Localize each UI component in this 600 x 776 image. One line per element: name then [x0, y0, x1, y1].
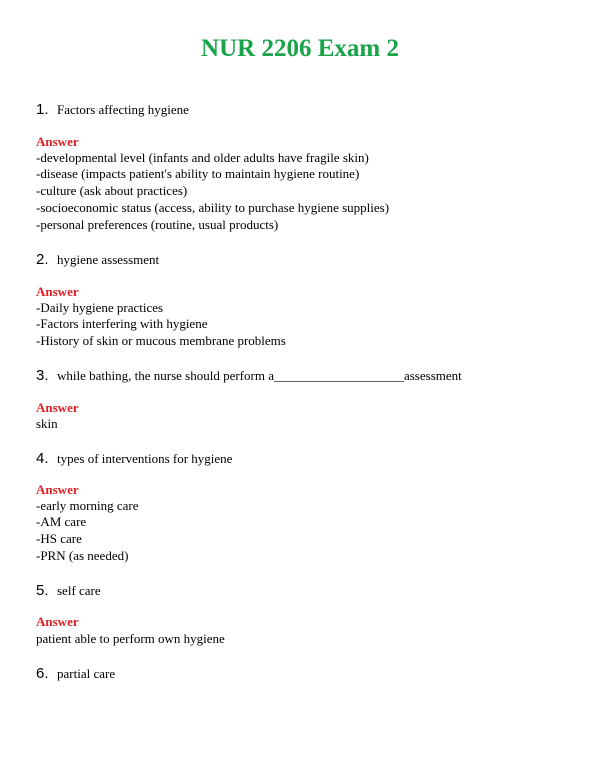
answer-label: Answer	[36, 614, 79, 629]
answer-line: -socioeconomic status (access, ability to purchase hygiene supplies)	[36, 200, 390, 215]
answer-line: -disease (impacts patient's ability to maintain hygiene routine)	[36, 166, 360, 181]
question-text: types of interventions for hygiene	[57, 451, 233, 466]
question-text: self care	[57, 583, 101, 598]
question-number: 3.	[36, 367, 49, 384]
answer-line: -culture (ask about practices)	[36, 183, 188, 198]
answer-line: -PRN (as needed)	[36, 548, 129, 563]
question-2	[36, 251, 159, 269]
answer-line: -History of skin or mucous membrane problems	[36, 333, 286, 348]
question-number: 6.	[36, 665, 49, 682]
answer-label: Answer	[36, 400, 79, 415]
answer-label: Answer	[36, 482, 79, 497]
document-title: NUR 2206 Exam 2	[201, 35, 399, 62]
answer-line: -developmental level (infants and older adults have fragile skin)	[36, 150, 369, 165]
question-number: 4.	[36, 450, 49, 467]
answer-line: patient able to perform own hygiene	[36, 631, 225, 646]
answer-line: -early morning care	[36, 498, 139, 513]
question-6	[36, 665, 115, 683]
question-number: 1.	[36, 101, 49, 118]
question-1	[36, 101, 189, 119]
question-number: 5.	[36, 582, 49, 599]
answer-line: -AM care	[36, 514, 87, 529]
question-text: partial care	[57, 666, 116, 681]
question-text: Factors affecting hygiene	[57, 102, 189, 117]
question-5	[36, 582, 101, 600]
answer-line: -personal preferences (routine, usual products)	[36, 217, 279, 232]
question-4	[36, 450, 232, 468]
question-3	[36, 367, 462, 385]
answer-line: -Daily hygiene practices	[36, 300, 164, 315]
answer-label: Answer	[36, 134, 79, 149]
question-text: hygiene assessment	[57, 252, 160, 267]
question-number: 2.	[36, 251, 49, 268]
answer-line: -HS care	[36, 531, 82, 546]
answer-label: Answer	[36, 284, 79, 299]
answer-line: skin	[36, 416, 58, 431]
answer-line: -Factors interfering with hygiene	[36, 316, 208, 331]
question-text: while bathing, the nurse should perform a____________________assessment	[57, 368, 462, 383]
